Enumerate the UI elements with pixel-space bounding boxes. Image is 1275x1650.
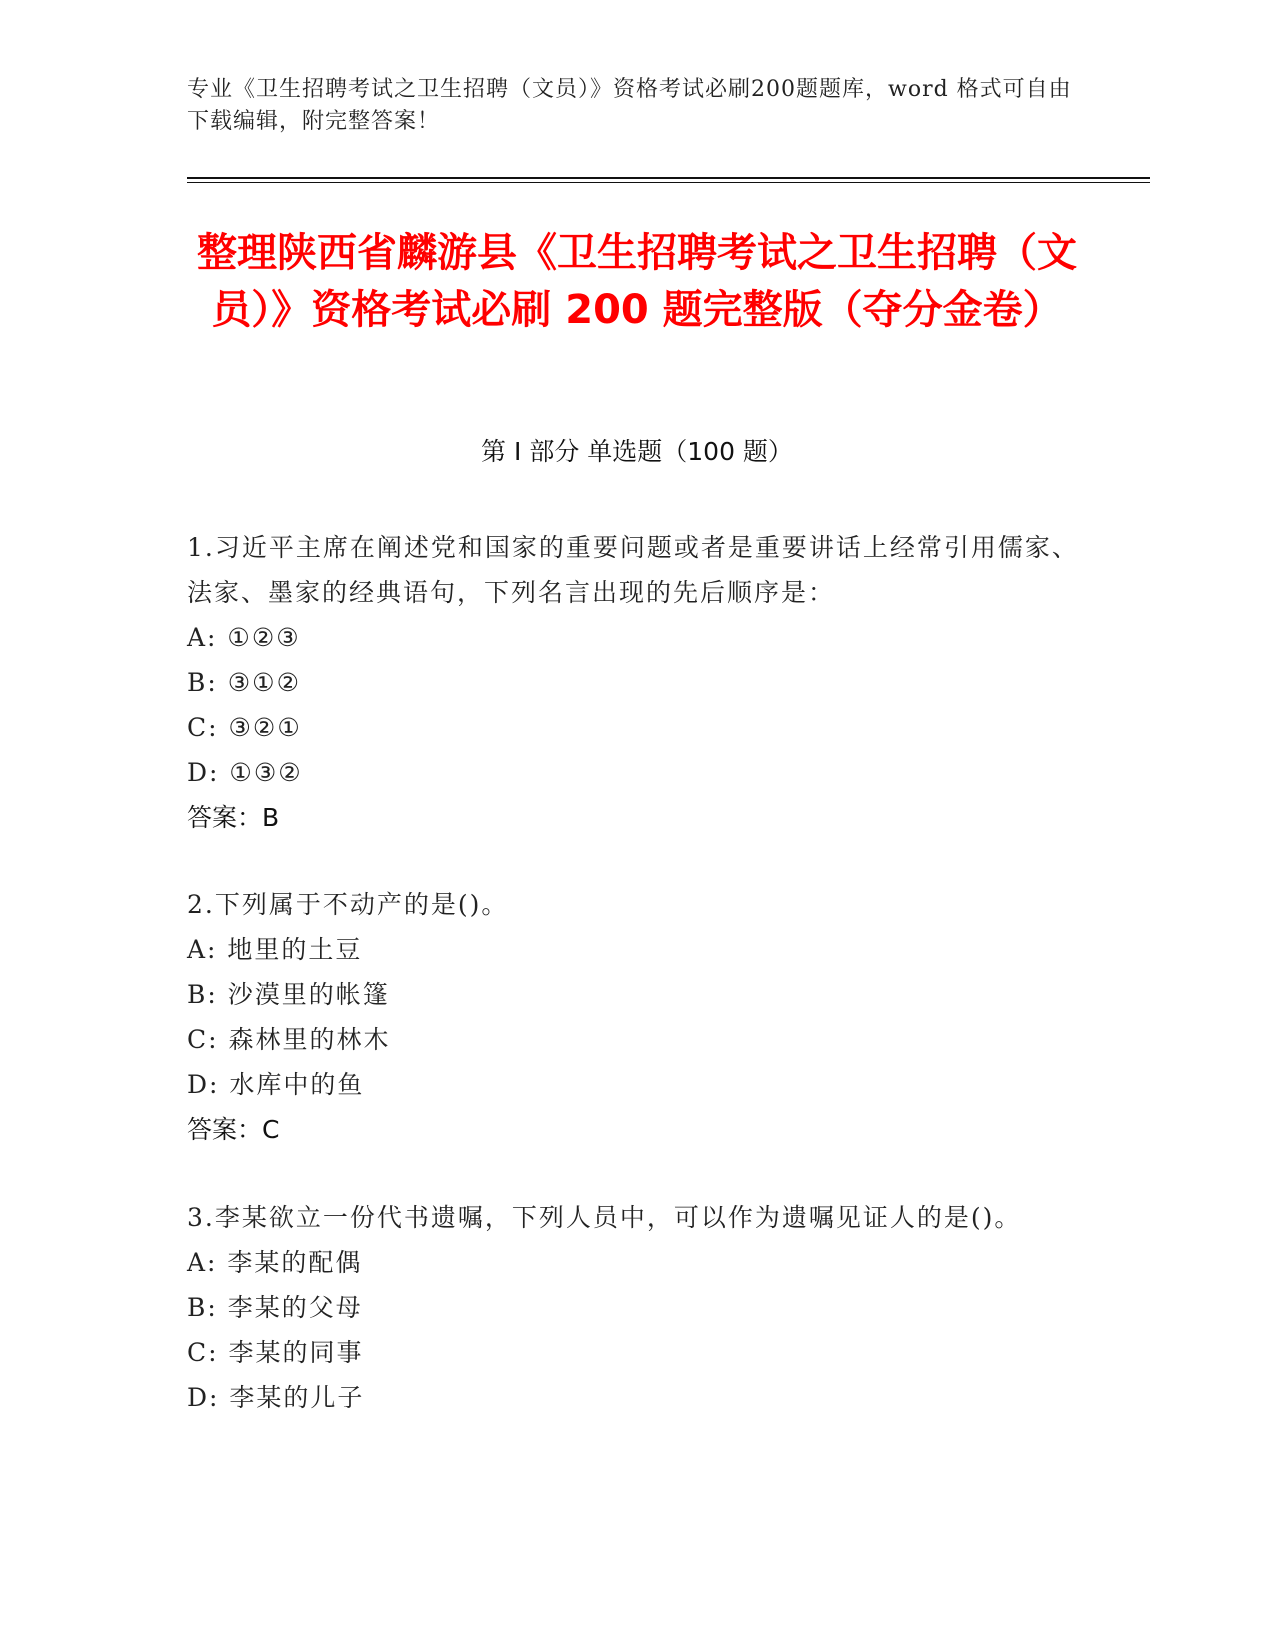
- option-c: C: 李某的同事: [187, 1338, 364, 1367]
- option-b: B: ③①②: [187, 668, 301, 697]
- header-note: 专业《卫生招聘考试之卫生招聘（文员）》资格考试必刷200题题库，word 格式可自由下载编辑，附完整答案！: [187, 77, 1072, 134]
- document-title: 整理陕西省麟游县《卫生招聘考试之卫生招聘（文员）》资格考试必刷 200 题完整版（夺分金卷）: [197, 230, 1077, 333]
- question-stem: 1.习近平主席在阐述党和国家的重要问题或者是重要讲话上经常引用儒家、法家、墨家的经典语句，下列名言出现的先后顺序是：: [187, 533, 1079, 607]
- option-c: C: 森林里的林木: [187, 1025, 391, 1054]
- answer: 答案：B: [187, 803, 280, 832]
- option-a: A: ①②③: [187, 623, 301, 652]
- section-heading: 第 I 部分 单选题（100 题）: [481, 437, 793, 466]
- option-d: D: 水库中的鱼: [187, 1070, 365, 1099]
- question-3: [187, 1195, 1087, 1420]
- answer: 答案：C: [187, 1115, 280, 1144]
- option-b: B: 李某的父母: [187, 1293, 363, 1322]
- question-stem: 3.李某欲立一份代书遗嘱，下列人员中，可以作为遗嘱见证人的是()。: [187, 1203, 1022, 1232]
- header-rule-thin: [187, 182, 1150, 183]
- option-a: A: 李某的配偶: [187, 1248, 363, 1277]
- question-stem: 2.下列属于不动产的是()。: [187, 890, 509, 919]
- question-2: [187, 882, 1087, 1152]
- option-a: A: 地里的土豆: [187, 935, 363, 964]
- question-1: [187, 525, 1087, 840]
- option-c: C: ③②①: [187, 713, 302, 742]
- option-d: D: 李某的儿子: [187, 1383, 365, 1412]
- header-rule-thick: [187, 177, 1150, 179]
- option-d: D: ①③②: [187, 758, 303, 787]
- option-b: B: 沙漠里的帐篷: [187, 980, 390, 1009]
